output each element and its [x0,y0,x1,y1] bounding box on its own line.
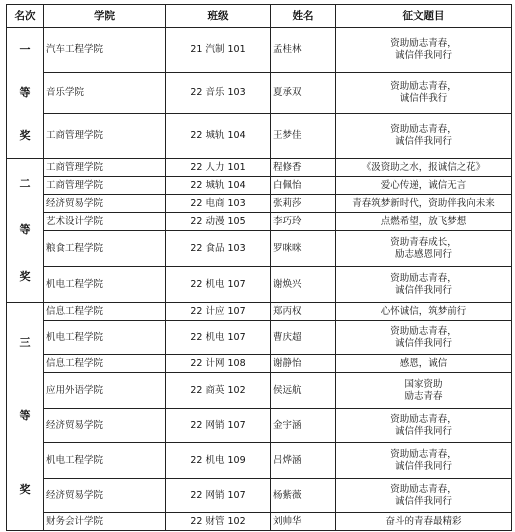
class-cell: 22 机电 107 [166,267,271,303]
class-cell: 22 电商 103 [166,195,271,213]
name-cell: 金宇涵 [271,409,336,443]
essay-title-cell [336,231,512,267]
name-cell: 张莉莎 [271,195,336,213]
essay-title-line: 资助励志青春， [390,123,457,135]
rank-char: 等 [19,85,31,99]
essay-title-line: 诚信伴我同行 [394,337,452,349]
name-cell: 王梦佳 [271,113,336,158]
class-cell: 22 城轨 104 [166,177,271,195]
table-row [7,513,512,531]
essay-title-line: 诚信伴我行 [399,93,448,104]
rank-char: 奖 [19,129,31,143]
class-cell: 22 网销 107 [166,409,271,443]
table-row [7,409,512,443]
class-cell: 22 财管 102 [166,513,271,531]
table-row [7,355,512,373]
class-cell: 22 商英 102 [166,373,271,409]
name-cell: 白佩怡 [271,177,336,195]
essay-title-line: 资助励志青春， [390,81,457,92]
table-row [7,73,512,114]
college-cell: 信息工程学院 [44,303,166,321]
rank-label [9,307,41,527]
essay-title-cell [336,159,512,177]
essay-title-cell [336,373,512,409]
award-table [6,4,512,531]
rank-char: 奖 [19,482,31,496]
college-cell: 经济贸易学院 [44,409,166,443]
class-cell: 22 食品 103 [166,231,271,267]
essay-title-line: 资助励志青春， [390,413,457,425]
essay-title-line: 爱心传递，诚信无言 [380,179,467,191]
table-row [7,443,512,479]
essay-title-cell [336,303,512,321]
essay-title-cell [336,113,512,158]
name-cell: 谢静怡 [271,355,336,373]
rank-label [9,161,41,301]
rank-char: 等 [19,409,31,423]
name-cell: 夏承双 [271,73,336,114]
college-cell: 艺术设计学院 [44,213,166,231]
rank-char: 三 [19,336,31,350]
table-row [7,231,512,267]
essay-title-line: 《汲资助之水，报诚信之花》 [361,161,486,173]
class-cell: 22 城轨 104 [166,113,271,158]
class-cell: 22 人力 101 [166,159,271,177]
college-cell: 经济贸易学院 [44,195,166,213]
essay-title-line: 资助励志青春， [390,448,457,460]
table-row [7,479,512,513]
header-name: 姓名 [271,5,336,28]
table-row [7,321,512,355]
class-cell: 22 动漫 105 [166,213,271,231]
name-cell: 吕烨涵 [271,443,336,479]
name-cell: 罗咪咪 [271,231,336,267]
header-rank: 名次 [7,5,44,28]
rank-char: 奖 [19,270,31,284]
table-row [7,373,512,409]
name-cell: 侯远航 [271,373,336,409]
name-cell: 谢焕兴 [271,267,336,303]
college-cell: 机电工程学院 [44,321,166,355]
essay-title-cell [336,267,512,303]
rank-char: 一 [19,42,31,56]
rank-cell [7,303,44,531]
essay-title-cell [336,213,512,231]
essay-title-cell [336,443,512,479]
name-cell: 李巧玲 [271,213,336,231]
table-row [7,267,512,303]
college-cell: 工商管理学院 [44,159,166,177]
essay-title-cell [336,195,512,213]
table-row [7,213,512,231]
rank-label [9,28,41,158]
name-cell: 刘帅华 [271,513,336,531]
essay-title-line: 资助励志青春， [390,325,457,337]
name-cell: 程修香 [271,159,336,177]
college-cell: 应用外语学院 [44,373,166,409]
name-cell: 孟桂林 [271,28,336,73]
essay-title-line: 诚信伴我同行 [394,50,452,62]
header-college: 学院 [44,5,166,28]
table-body [7,28,512,531]
essay-title-line: 国家资助 [404,378,443,390]
essay-title-line: 诚信伴我同行 [394,425,452,437]
class-cell: 22 计网 108 [166,355,271,373]
class-cell: 22 机电 107 [166,321,271,355]
college-cell: 财务会计学院 [44,513,166,531]
class-cell: 22 机电 109 [166,443,271,479]
college-cell: 粮食工程学院 [44,231,166,267]
essay-title-line: 诚信伴我同行 [394,135,452,147]
essay-title-cell [336,355,512,373]
essay-title-line: 青春筑梦新时代，资助伴我向未来 [352,197,495,209]
essay-title-cell [336,321,512,355]
class-cell: 22 网销 107 [166,479,271,513]
college-cell: 音乐学院 [44,73,166,114]
essay-title-line: 点燃希望，放飞梦想 [380,215,467,227]
essay-title-line: 资助励志青春， [390,483,457,495]
header-row [7,5,512,28]
essay-title-line: 心怀诚信，筑梦前行 [380,305,467,317]
essay-title-line: 励志感恩同行 [394,248,452,260]
class-cell: 22 计应 107 [166,303,271,321]
rank-cell [7,28,44,159]
essay-title-cell [336,513,512,531]
essay-title-line: 资助青春成长， [390,236,457,248]
table-row [7,303,512,321]
college-cell: 工商管理学院 [44,113,166,158]
college-cell: 汽车工程学院 [44,28,166,73]
essay-title-cell [336,73,512,114]
essay-title-line: 诚信伴我同行 [394,495,452,507]
essay-title-cell [336,409,512,443]
essay-title-cell [336,479,512,513]
college-cell: 信息工程学院 [44,355,166,373]
header-class: 班级 [166,5,271,28]
header-title: 征文题目 [336,5,512,28]
table-row [7,113,512,158]
class-cell: 22 音乐 103 [166,73,271,114]
class-cell: 21 汽制 101 [166,28,271,73]
table-row [7,177,512,195]
essay-title-line: 资助励志青春， [390,38,457,50]
essay-title-cell [336,28,512,73]
rank-char: 二 [19,176,31,190]
college-cell: 机电工程学院 [44,267,166,303]
essay-title-line: 奋斗的青春最精彩 [385,515,462,527]
college-cell: 机电工程学院 [44,443,166,479]
college-cell: 工商管理学院 [44,177,166,195]
name-cell: 杨紫薇 [271,479,336,513]
table-row [7,195,512,213]
table-row [7,28,512,73]
essay-title-line: 励志青春 [404,390,443,402]
essay-title-line: 诚信伴我同行 [394,284,452,296]
essay-title-cell [336,177,512,195]
essay-title-line: 诚信伴我同行 [394,460,452,472]
table-row [7,159,512,177]
essay-title-line: 感恩，诚信 [399,357,448,369]
essay-title-line: 资助励志青春， [390,272,457,284]
rank-char: 等 [19,223,31,237]
rank-cell [7,159,44,303]
college-cell: 经济贸易学院 [44,479,166,513]
name-cell: 曹庆超 [271,321,336,355]
name-cell: 郑丙权 [271,303,336,321]
